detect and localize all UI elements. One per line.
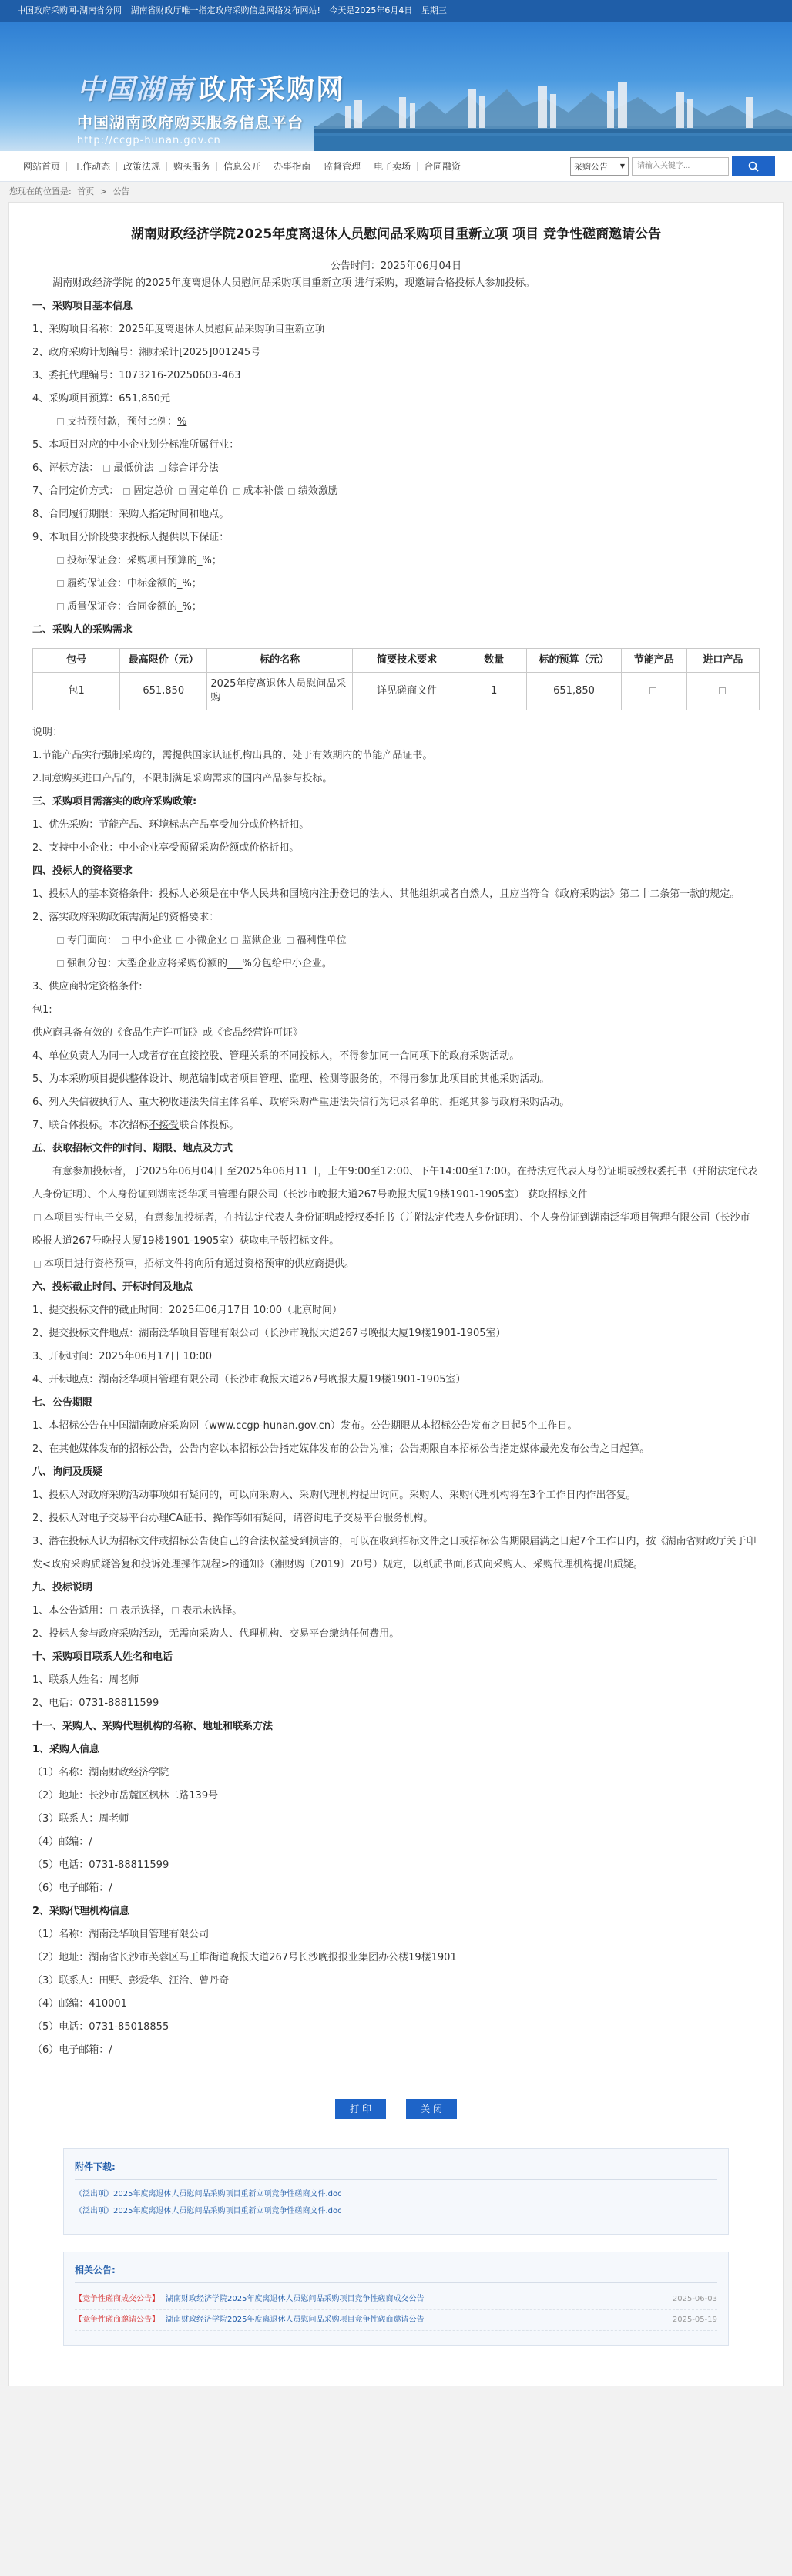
bid-deposit-text: 投标保证金：采购项目预算的_%；: [67, 555, 222, 566]
search-input[interactable]: [632, 157, 729, 176]
prequalification-text: 本项目进行资格预审，招标文件将向所有通过资格预审的供应商提供。: [44, 1258, 355, 1270]
search-type-value: 采购公告: [574, 161, 608, 172]
checkbox-legend: [32, 1600, 760, 1623]
design-service-rule: 5、为本采购项目提供整体设计、规范编制或者项目管理、监理、检测等服务的，不得再参加此项目的其他采购活动。: [32, 1073, 550, 1085]
nav-item-finance[interactable]: 合同融资: [424, 160, 461, 172]
related-link[interactable]: 湖南财政经济学院2025年度离退休人员慰问品采购项目竞争性磋商邀请公告: [166, 2316, 425, 2324]
prepay-unit: %: [177, 416, 187, 428]
checkbox-icon: [288, 488, 295, 495]
nav-item-policy[interactable]: 政策法规: [117, 162, 167, 171]
pricing-option-performance: 绩效激励: [297, 485, 338, 497]
notice-period-1: 1、本招标公告在中国湖南政府采购网（www.ccgp-hunan.gov.cn）发布。公告期限从本招标公告发布之日起5个工作日。: [32, 1420, 578, 1432]
main-nav: [0, 151, 792, 182]
section-10-heading: 十、采购项目联系人姓名和电话: [32, 1651, 173, 1663]
checkbox-icon: [287, 937, 294, 944]
breadcrumb-separator: >: [99, 186, 107, 196]
agency-postcode: （4）邮编：410001: [32, 1998, 127, 2010]
cell-item-budget: 651,850: [527, 673, 622, 710]
cell-item-name: 2025年度离退休人员慰问品采购: [207, 673, 353, 710]
inquiry-2: 2、投标人对电子交易平台办理CA证书、操作等如有疑问，请咨询电子交易平台服务机构。: [32, 1513, 434, 1524]
legend-text-a: 1、本公告适用：: [32, 1605, 109, 1617]
dedicated-for: [32, 929, 760, 952]
topbar-site-name: 中国政府采购网-湖南省分网: [17, 5, 122, 15]
logo-title-row: [77, 68, 345, 107]
performance-deposit-text: 履约保证金：中标金额的_%；: [67, 578, 202, 589]
logo-url: http://ccgp-hunan.gov.cn: [77, 135, 221, 146]
electronic-trade-text: 本项目实行电子交易，有意参加投标者，在持法定代表人身份证明或授权委托书（并附法定代表人身份证明）、个人身份证到湖南泛华项目管理有限公司（长沙市晚报大道267号晚报大厦19楼1901-1905室）获取电子版招标文件。: [32, 1212, 750, 1247]
agency-info-heading: 2、采购代理机构信息: [32, 1906, 130, 1917]
notice-period-2: 2、在其他媒体发布的招标公告，公告内容以本招标公告指定媒体发布的公告为准；公告期限自本招标公告指定媒体最先发布公告之日起算。: [32, 1443, 650, 1455]
table-header-row: [33, 649, 760, 673]
checkbox-icon: [34, 1261, 41, 1268]
checkbox-icon: [57, 557, 64, 564]
logo-subtitle: 中国湖南政府购买服务信息平台: [77, 113, 304, 132]
acquire-docs-text: 有意参加投标者，于2025年06月04日 至2025年06月11日，上午9:00至12:00、下午14:00至17:00。在持法定代表人身份证明或授权委托书（并附法定代表人身份证明）、个人身份证到湖南泛华项目管理有限公司（长沙市晚报大道267号晚报大厦19楼1901-1905室） 获取招标文件: [32, 1166, 758, 1201]
bid-deposit: [32, 549, 760, 573]
nav-item-news[interactable]: 工作动态: [67, 162, 117, 171]
dedicated-option-welfare: 福利性单位: [296, 935, 347, 946]
purchaser-phone: （5）电话：0731-88811599: [32, 1859, 169, 1871]
checkbox-icon: [122, 937, 129, 944]
prepay-option: [32, 411, 760, 434]
legend-text-b: 表示选择，: [120, 1605, 171, 1617]
contact-phone: 2、电话：0731-88811599: [32, 1698, 159, 1709]
col-quantity: 数量: [461, 649, 527, 673]
col-item-budget: 标的预算（元）: [527, 649, 622, 673]
dedicated-option-micro: 小微企业: [186, 935, 227, 946]
table-row: [33, 673, 760, 710]
checkbox-icon: [231, 937, 238, 944]
section-4-heading: 四、投标人的资格要求: [32, 865, 133, 877]
checkbox-icon: [34, 1214, 41, 1221]
publish-time: 公告时间：2025年06月04日: [330, 260, 462, 272]
agency-address: （2）地址：湖南省长沙市芙蓉区马王堆街道晚报大道267号长沙晚报报业集团办公楼19楼1901: [32, 1952, 457, 1963]
cell-tech-req: 详见磋商文件: [352, 673, 461, 710]
legend-text-c: 表示未选择。: [182, 1605, 243, 1617]
site-logo[interactable]: [77, 68, 345, 146]
col-imported: 进口产品: [686, 649, 759, 673]
nav-item-emall[interactable]: 电子卖场: [367, 162, 418, 171]
prepay-label: 支持预付款，预付比例：: [67, 416, 178, 428]
section-6-heading: 六、投标截止时间、开标时间及地点: [32, 1281, 193, 1293]
breadcrumb-home[interactable]: 首页: [77, 186, 95, 196]
related-panel: [63, 2252, 729, 2346]
cell-max-price: 651,850: [120, 673, 207, 710]
section-3-heading: 三、采购项目需落实的政府采购政策:: [32, 796, 197, 808]
checkbox-icon: [110, 1607, 117, 1614]
purchaser-address: （2）地址：长沙市岳麓区枫林二路139号: [32, 1790, 219, 1802]
purchaser-postcode: （4）邮编：/: [32, 1836, 92, 1848]
evaluation-method: [32, 457, 760, 480]
inquiry-3: 3、潜在投标人认为招标文件或招标公告使自己的合法权益受到损害的，可以在收到招标文件之日或招标公告期限届满之日起7个工作日内，按《湖南省财政厅关于印发<政府采购质疑答复和投诉处理操作规程>的通知》（湘财购〔2019〕20号）规定，以纸质书面形式向采购人、采购代理机构提出质疑。: [32, 1536, 757, 1570]
announcement-body: [32, 272, 760, 2062]
pricing-option-fixed-total: 固定总价: [133, 485, 174, 497]
mandatory-subcontract: [32, 952, 760, 976]
checkbox-icon: [172, 1607, 179, 1614]
announcement-content: [8, 202, 784, 2386]
performance-deposit: [32, 573, 760, 596]
dedicated-for-label: 专门面向：: [67, 935, 118, 946]
section-1-heading: 一、采购项目基本信息: [32, 301, 133, 312]
purchaser-name: （1）名称：湖南财政经济学院: [32, 1767, 169, 1778]
dedicated-option-sme: 中小企业: [132, 935, 173, 946]
evaluation-option-comprehensive: 综合评分法: [168, 462, 219, 474]
notes-title: 说明：: [32, 727, 63, 738]
checkbox-icon: [233, 488, 240, 495]
col-energy-saving: 节能产品: [621, 649, 686, 673]
cell-imported: [686, 673, 759, 710]
requirements-table: [32, 648, 760, 710]
agency-phone: （5）电话：0731-85018855: [32, 2021, 169, 2033]
checkbox-icon: [649, 687, 656, 694]
purchaser-email: （6）电子邮箱：/: [32, 1882, 112, 1894]
related-tag: 【竞争性磋商邀请公告】: [75, 2316, 159, 2324]
topbar-weekday: 星期三: [421, 5, 447, 15]
col-package: 包号: [33, 649, 120, 673]
nav-item-disclosure[interactable]: 信息公开: [217, 162, 267, 171]
bid-location: 2、提交投标文件地点：湖南泛华项目管理有限公司（长沙市晚报大道267号晚报大厦19楼1901-1905室）: [32, 1328, 506, 1339]
breadcrumb-current[interactable]: 公告: [112, 186, 130, 196]
related-title: 相关公告:: [75, 2263, 717, 2283]
cell-package: 包1: [33, 673, 120, 710]
logo-script-text: 中国湖南: [77, 73, 195, 106]
agency-number: 3、委托代理编号：1073216-20250603-463: [32, 370, 241, 381]
section-8-heading: 八、询问及质疑: [32, 1466, 103, 1478]
same-person-rule: 4、单位负责人为同一人或者存在直接控股、管理关系的不同投标人，不得参加同一合同项下的政府采购活动。: [32, 1050, 520, 1062]
note-import: 2.同意购买进口产品的，不限制满足采购需求的国内产品参与投标。: [32, 773, 333, 784]
quality-deposit-text: 质量保证金：合同金额的_%；: [67, 601, 202, 613]
nav-item-home[interactable]: 网站首页: [17, 162, 67, 171]
checkbox-icon: [57, 580, 64, 587]
checkbox-icon: [123, 488, 130, 495]
list-item: [75, 2289, 717, 2310]
pricing-option-cost: 成本补偿: [243, 485, 284, 497]
pricing-method-label: 7、合同定价方式：: [32, 485, 119, 497]
nav-item-supervision[interactable]: 监督管理: [317, 162, 367, 171]
intro-text: 湖南财政经济学院 的2025年度离退休人员慰问品采购项目重新立项 进行采购，现邀请合格投标人参加投标。: [52, 277, 535, 289]
nav-menu: [17, 162, 570, 171]
pricing-option-fixed-unit: 固定单价: [188, 485, 229, 497]
section-2-heading: 二、采购人的采购需求: [32, 624, 133, 636]
page-title: 湖南财政经济学院2025年度离退休人员慰问品采购项目重新立项 项目 竞争性磋商邀请公告: [130, 227, 662, 242]
attachments-title: 附件下载:: [75, 2160, 717, 2180]
cell-energy-saving: [621, 673, 686, 710]
search-box: [570, 156, 775, 176]
checkbox-icon: [159, 465, 166, 472]
guarantee-requirements: 9、本项目分阶段要求投标人提供以下保证：: [32, 532, 230, 543]
project-name: 1、采购项目名称：2025年度离退休人员慰问品采购项目重新立项: [32, 324, 325, 335]
mandatory-subcontract-text: 强制分包：大型企业应将采购份额的___%分包给中小企业。: [67, 958, 332, 969]
header-banner: [0, 22, 792, 151]
col-item-name: 标的名称: [207, 649, 353, 673]
note-energy: 1.节能产品实行强制采购的，需提供国家认证机构出具的、处于有效期内的节能产品证书。: [32, 750, 433, 761]
consortium-text-a: 7、联合体投标。本次招标: [32, 1120, 149, 1131]
agency-name: （1）名称：湖南泛华项目管理有限公司: [32, 1929, 210, 1940]
quality-deposit: [32, 596, 760, 619]
dedicated-option-prison: 监狱企业: [241, 935, 282, 946]
policy-priority: 1、优先采购：节能产品、环境标志产品享受加分或价格折扣。: [32, 819, 310, 831]
pricing-method: [32, 480, 760, 503]
checkbox-icon: [57, 960, 64, 967]
blacklist-rule: 6、列入失信被执行人、重大税收违法失信主体名单、政府采购严重违法失信行为记录名单的，拒绝其参与政府采购活动。: [32, 1097, 570, 1108]
top-info-bar: [0, 0, 792, 22]
action-buttons: [32, 2099, 760, 2119]
related-tag: 【竞争性磋商成交公告】: [75, 2295, 159, 2303]
related-date: 2025-06-03: [672, 2295, 717, 2303]
checkbox-icon: [57, 418, 64, 425]
purchaser-contact: （3）联系人：周老师: [32, 1813, 129, 1825]
evaluation-method-label: 6、评标方法：: [32, 462, 99, 474]
bid-deadline: 1、提交投标文件的截止时间：2025年06月17日 10:00（北京时间）: [32, 1305, 343, 1316]
basic-qualification: 1、投标人的基本资格条件：投标人必须是在中华人民共和国境内注册登记的法人、其他组织或者自然人，且应当符合《政府采购法》第二十二条第一款的规定。: [32, 888, 740, 900]
specific-text: 供应商具备有效的《食品生产许可证》或《食品经营许可证》: [32, 1027, 304, 1039]
logo-title-text: 政府采购网: [199, 73, 346, 106]
topbar-date: 今天是2025年6月4日: [329, 5, 413, 15]
policy-sme: 2、支持中小企业：中小企业享受预留采购份额或价格折扣。: [32, 842, 300, 854]
plan-number: 2、政府采购计划编号：湘财采计[2025]001245号: [32, 347, 261, 358]
purchaser-info-heading: 1、采购人信息: [32, 1744, 100, 1755]
cell-quantity: 1: [461, 673, 527, 710]
breadcrumb-prefix: 您现在的位置是:: [9, 186, 72, 196]
col-tech-req: 简要技术要求: [352, 649, 461, 673]
consortium-text-c: 联合体投标。: [179, 1120, 240, 1131]
section-9-heading: 九、投标说明: [32, 1582, 93, 1594]
checkbox-icon: [719, 687, 726, 694]
attachments-panel: [63, 2148, 729, 2235]
electronic-trade-option: [32, 1207, 760, 1253]
checkbox-icon: [57, 603, 64, 610]
agency-contact: （3）联系人：田野、彭爱华、汪洽、曾丹奇: [32, 1975, 230, 1987]
attachment-link[interactable]: （泛出项）2025年度离退休人员慰问品采购项目重新立项竞争性磋商文件.doc: [75, 2207, 342, 2215]
city-skyline-image: [314, 59, 792, 151]
specific-package: 包1:: [32, 1004, 52, 1016]
close-button[interactable]: 关 闭: [406, 2099, 457, 2119]
col-max-price: 最高限价（元）: [120, 649, 207, 673]
checkbox-icon: [57, 937, 64, 944]
list-item: [75, 2310, 717, 2331]
search-icon: [748, 161, 759, 172]
project-budget: 4、采购项目预算：651,850元: [32, 393, 171, 405]
attachment-link[interactable]: （泛出项）2025年度离退休人员慰问品采购项目重新立项竞争性磋商文件.doc: [75, 2190, 342, 2198]
opening-location: 4、开标地点：湖南泛华项目管理有限公司（长沙市晚报大道267号晚报大厦19楼1901-1905室）: [32, 1374, 466, 1385]
section-7-heading: 七、公告期限: [32, 1397, 93, 1409]
evaluation-option-lowest: 最低价法: [113, 462, 154, 474]
print-button[interactable]: 打 印: [335, 2099, 386, 2119]
contract-term: 8、合同履行期限：采购人指定时间和地点。: [32, 509, 230, 520]
checkbox-icon: [176, 937, 183, 944]
chevron-down-icon: ▼: [619, 163, 625, 170]
specific-qualification: 3、供应商特定资格条件:: [32, 981, 143, 992]
inquiry-1: 1、投标人对政府采购活动事项如有疑问的，可以向采购人、采购代理机构提出询问。采购人、采购代理机构将在3个工作日内作出答复。: [32, 1490, 636, 1501]
related-date: 2025-05-19: [672, 2316, 717, 2324]
policy-qualification: 2、落实政府采购政策需满足的资格要求：: [32, 912, 220, 923]
checkbox-icon: [179, 488, 186, 495]
breadcrumb: [0, 182, 792, 202]
related-link[interactable]: 湖南财政经济学院2025年度离退休人员慰问品采购项目竞争性磋商成交公告: [166, 2295, 425, 2303]
section-5-heading: 五、获取招标文件的时间、期限、地点及方式: [32, 1143, 233, 1154]
no-fee-note: 2、投标人参与政府采购活动，无需向采购人、代理机构、交易平台缴纳任何费用。: [32, 1628, 400, 1640]
agency-email: （6）电子邮箱：/: [32, 2044, 112, 2056]
consortium-value: 不接受: [149, 1120, 180, 1131]
opening-time: 3、开标时间：2025年06月17日 10:00: [32, 1351, 213, 1362]
checkbox-icon: [103, 465, 110, 472]
topbar-notice: 湖南省财政厅唯一指定政府采购信息网络发布网站!: [130, 5, 320, 15]
contact-name: 1、联系人姓名：周老师: [32, 1674, 139, 1686]
nav-item-guide[interactable]: 办事指南: [267, 162, 317, 171]
consortium-rule: [32, 1114, 760, 1137]
prequalification-option: [32, 1253, 760, 1276]
search-button[interactable]: [732, 156, 775, 176]
search-type-select[interactable]: [570, 157, 629, 176]
nav-item-service[interactable]: 购买服务: [167, 162, 217, 171]
sme-industry: 5、本项目对应的中小企业划分标准所属行业：: [32, 439, 240, 451]
section-11-heading: 十一、采购人、采购代理机构的名称、地址和联系方法: [32, 1721, 274, 1732]
